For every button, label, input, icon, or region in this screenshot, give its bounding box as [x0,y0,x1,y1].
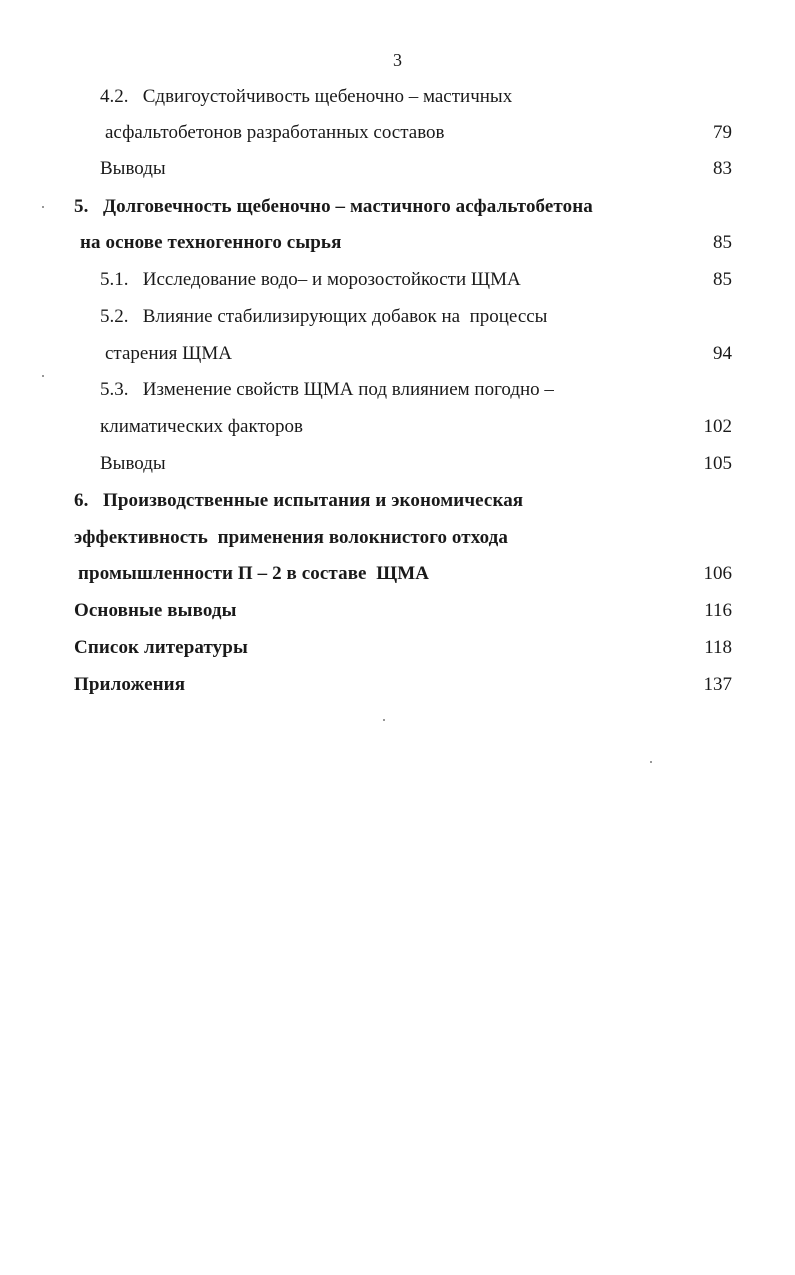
toc-label: эффективность применения волокнистого отхода [74,527,508,548]
scan-speck [383,719,385,721]
toc-label: Выводы [100,158,166,179]
toc-line [0,670,795,700]
toc-label: 5.2. Влияние стабилизирующих добавок на процессы [100,306,548,327]
toc-label: промышленности П – 2 в составе ЩМА [78,563,430,584]
toc-page: 79 [713,122,732,143]
toc-label: Основные выводы [74,600,237,621]
toc-line [0,523,795,553]
toc-label: асфальтобетонов разработанных составов [105,122,445,143]
toc-label: Приложения [74,674,186,695]
scan-speck [42,375,44,377]
toc-line [0,118,795,148]
toc-line [0,265,795,295]
toc-line [0,633,795,663]
toc-label: 4.2. Сдвигоустойчивость щебеночно – мастичных [100,86,513,107]
toc-page: 83 [713,158,732,179]
toc-line [0,375,795,405]
toc-page: 116 [704,600,732,621]
toc-page: 106 [703,563,732,584]
toc-line [0,412,795,442]
toc-line [0,228,795,258]
page-number: 3 [393,50,402,70]
toc-page: 102 [703,416,732,437]
toc-label: Выводы [100,453,166,474]
toc-page: 118 [704,637,732,658]
toc-line [0,559,795,589]
toc-line [0,192,795,222]
scan-speck [650,761,652,763]
toc-line [0,596,795,626]
toc-label: Список литературы [74,637,248,658]
scan-speck [42,206,44,208]
toc-label: старения ЩМА [105,343,232,364]
toc-page: 85 [713,232,732,253]
toc-label: 5.1. Исследование водо– и морозостойкости ЩМА [100,269,521,290]
toc-line [0,154,795,184]
toc-line [0,339,795,369]
toc-line [0,82,795,112]
toc-label: на основе техногенного сырья [80,232,342,253]
toc-page: 105 [703,453,732,474]
toc-line [0,486,795,516]
toc-label: 6. Производственные испытания и экономическая [74,490,524,511]
toc-line [0,302,795,332]
toc-label: 5.3. Изменение свойств ЩМА под влиянием погодно – [100,379,554,400]
toc-label: климатических факторов [100,416,303,437]
toc-page: 85 [713,269,732,290]
toc-line [0,449,795,479]
toc-page: 94 [713,343,732,364]
toc-label: 5. Долговечность щебеночно – мастичного асфальтобетона [74,196,593,217]
toc-page: 137 [703,674,732,695]
